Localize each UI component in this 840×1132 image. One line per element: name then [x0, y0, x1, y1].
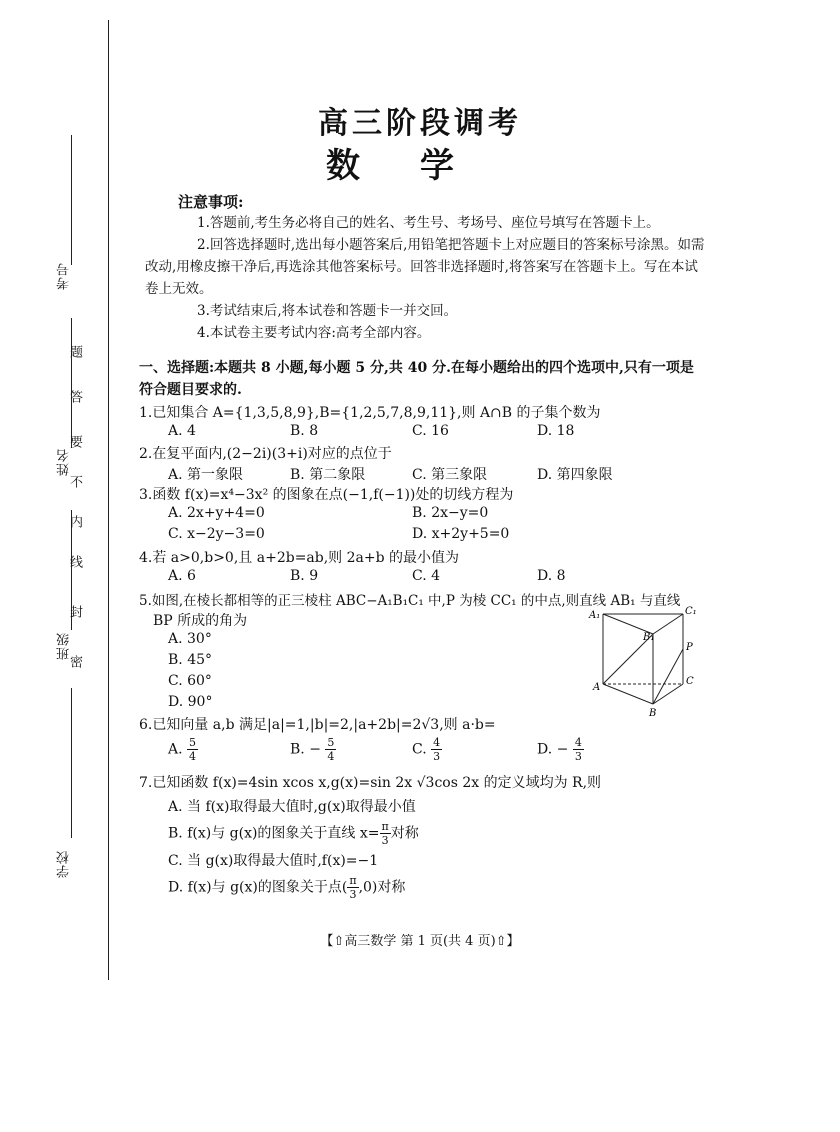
question-2-stem: 2.在复平面内,(2−2i)(3+i)对应的点位于 [139, 446, 392, 462]
option-prefix: A. [168, 741, 183, 758]
fraction [325, 736, 336, 763]
question-4-option-a: A. 6 [168, 568, 196, 584]
fraction [380, 820, 391, 847]
question-5-stem-line1: 5.如图,在棱长都相等的正三棱柱 ABC−A₁B₁C₁ 中,P 为棱 CC₁ 的中点,则直线 AB₁ 与直线 [139, 593, 681, 609]
question-2-option-a: A. 第一象限 [168, 467, 244, 483]
notice-item-2: 2.回答选择题时,选出每小题答案后,用铅笔把答题卡上对应题目的答案标号涂黑。如需改动,用橡皮擦干净后,再选涂其他答案标号。回答非选择题时,将答案写在答题卡上。写在本试卷上无效。 [145, 237, 705, 297]
question-3-option-c: C. x−2y−3=0 [168, 526, 265, 542]
question-4-option-d: D. 8 [537, 568, 566, 584]
numerator: π [349, 874, 357, 887]
numerator: 4 [433, 736, 441, 749]
question-7-stem: 7.已知函数 f(x)=4sin xcos x,g(x)=sin 2x √3cos 2x 的定义域均为 R,则 [139, 775, 602, 791]
seal-char: 答 [67, 390, 82, 405]
option-text: B. f(x)与 g(x)的图象关于直线 x= [168, 825, 380, 842]
question-1-option-a: A. 4 [168, 423, 196, 439]
seal-char: 不 [67, 475, 82, 490]
question-7-option-b [168, 820, 419, 847]
fraction [187, 736, 198, 763]
question-1-option-c: C. 16 [412, 423, 449, 439]
label-p: P [686, 642, 693, 653]
option-prefix: C. [412, 741, 427, 758]
question-7-option-d [168, 874, 405, 901]
page-footer: 【⇧高三数学 第 1 页(共 4 页)⇧】 [320, 934, 520, 949]
seal-char: 内 [67, 515, 82, 530]
label-b1: B₁ [643, 632, 655, 643]
option-text: 对称 [390, 825, 419, 842]
edge-a1-b1 [603, 614, 653, 634]
fraction [347, 874, 358, 901]
seal-char: 要 [67, 435, 82, 450]
prism-figure [585, 602, 695, 720]
question-6-option-a [168, 736, 198, 763]
question-1-option-b: B. 8 [290, 423, 319, 439]
question-1-stem: 1.已知集合 A={1,3,5,8,9},B={1,2,5,7,8,9,11},则 A∩B 的子集个数为 [139, 405, 601, 421]
denominator: 3 [349, 888, 357, 901]
seal-char: 密 [67, 655, 82, 670]
question-5-option-d: D. 90° [168, 694, 213, 710]
denominator: 3 [381, 834, 389, 847]
question-4-option-b: B. 9 [290, 568, 319, 584]
question-3-option-b: B. 2x−y=0 [412, 505, 489, 521]
denominator: 4 [327, 750, 335, 763]
label-c1: C₁ [685, 606, 697, 617]
numerator: 4 [574, 736, 582, 749]
notice-heading: 注意事项: [178, 193, 244, 211]
label-a1: A₁ [589, 610, 601, 621]
question-5-option-a: A. 30° [168, 631, 212, 647]
question-6-option-d [537, 736, 584, 763]
school-underline [71, 688, 72, 838]
question-7-option-c: C. 当 g(x)取得最大值时,f(x)=−1 [168, 853, 379, 869]
notice-item-1: 1.答题前,考生务必将自己的姓名、考生号、考场号、座位号填写在答题卡上。 [197, 215, 660, 231]
question-6-option-b [290, 736, 336, 763]
question-1-option-d: D. 18 [537, 423, 575, 439]
question-3-option-a: A. 2x+y+4=0 [168, 505, 265, 521]
name-label: 姓名 [57, 448, 72, 476]
name-underline [71, 318, 72, 448]
seal-char: 封 [67, 605, 82, 620]
question-5-option-b: B. 45° [168, 652, 213, 668]
question-4-stem: 4.若 a>0,b>0,且 a+2b=ab,则 2a+b 的最小值为 [139, 550, 460, 566]
question-5-stem-line2: BP 所成的角为 [153, 613, 248, 629]
option-text: D. f(x)与 g(x)的图象关于点( [168, 879, 348, 896]
numerator: 5 [189, 736, 197, 749]
question-2-option-b: B. 第二象限 [290, 467, 366, 483]
fraction [573, 736, 584, 763]
label-a: A [593, 682, 601, 693]
option-text: ,0)对称 [358, 879, 406, 896]
segment-b-p [653, 649, 683, 704]
question-6-stem: 6.已知向量 a,b 满足|a|=1,|b|=2,|a+2b|=2√3,则 a·b= [139, 717, 496, 733]
label-c: C [686, 676, 694, 687]
question-2-option-d: D. 第四象限 [537, 467, 613, 483]
question-3-option-d: D. x+2y+5=0 [412, 526, 510, 542]
question-2-option-c: C. 第三象限 [412, 467, 488, 483]
class-label: 班级 [57, 632, 72, 660]
exam-no-label: 考号 [57, 262, 72, 290]
exam-title: 高三阶段调考 [318, 106, 522, 141]
question-5-option-c: C. 60° [168, 673, 212, 689]
question-3-stem: 3.函数 f(x)=x⁴−3x² 的图象在点(−1,f(−1))处的切线方程为 [139, 487, 514, 503]
denominator: 3 [574, 750, 582, 763]
section-heading: 一、选择题:本题共 8 小题,每小题 5 分,共 40 分.在每小题给出的四个选项中,只有一项是符合题目要求的. [139, 360, 694, 398]
numerator: 5 [327, 736, 335, 749]
school-label: 学校 [57, 850, 72, 878]
question-7-option-a: A. 当 f(x)取得最大值时,g(x)取得最小值 [168, 799, 416, 815]
option-prefix: D. − [537, 741, 569, 758]
seal-char: 题 [67, 345, 82, 360]
question-4-option-c: C. 4 [412, 568, 441, 584]
numerator: π [381, 820, 389, 833]
subject-title: 数学 [326, 146, 514, 186]
edge-b1-c1 [653, 614, 683, 634]
denominator: 4 [189, 750, 197, 763]
edge-a-b [603, 684, 653, 704]
label-b: B [649, 708, 657, 719]
option-prefix: B. − [290, 741, 321, 758]
notice-item-3: 3.考试结束后,将本试卷和答题卡一并交回。 [197, 303, 458, 319]
fraction [431, 736, 442, 763]
seal-char: 线 [67, 555, 82, 570]
denominator: 3 [433, 750, 441, 763]
question-6-option-c [412, 736, 442, 763]
edge-b-c [653, 684, 683, 704]
notice-item-4: 4.本试卷主要考试内容:高考全部内容。 [197, 325, 431, 341]
